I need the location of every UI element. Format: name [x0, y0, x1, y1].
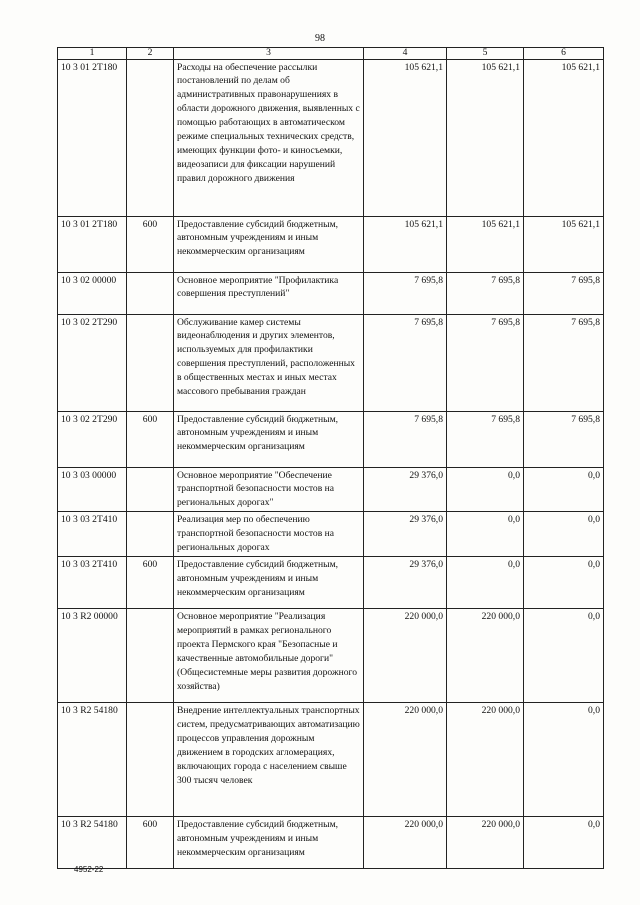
table-row: [58, 314, 604, 411]
cell-expense-type: [127, 314, 174, 411]
table-row: [58, 59, 604, 216]
cell-amount-col4: 220 000,0: [364, 608, 447, 702]
cell-amount-col5: 220 000,0: [447, 816, 524, 868]
budget-table: [57, 47, 604, 869]
cell-amount-col6: 0,0: [524, 467, 604, 512]
header-col-3: 3: [174, 48, 364, 60]
cell-amount-col5: 0,0: [447, 512, 524, 557]
cell-amount-col5: 7 695,8: [447, 314, 524, 411]
cell-amount-col5: 105 621,1: [447, 216, 524, 272]
cell-amount-col5: 220 000,0: [447, 608, 524, 702]
table-header-row: [58, 48, 604, 60]
cell-amount-col4: 29 376,0: [364, 467, 447, 512]
cell-amount-col6: 105 621,1: [524, 216, 604, 272]
cell-name: Основное мероприятие "Реализация мероприятий в рамках регионального проекта Пермского края "Безопасные и качественные автомобильные дороги" (Общесистемные меры развития дорожного хозяйства): [174, 608, 364, 702]
cell-amount-col4: 105 621,1: [364, 59, 447, 216]
cell-name: Предоставление субсидий бюджетным, автономным учреждениям и иным некоммерческим организациям: [174, 411, 364, 467]
cell-amount-col6: 0,0: [524, 702, 604, 816]
table-row: [58, 411, 604, 467]
header-col-5: 5: [447, 48, 524, 60]
cell-expense-type: [127, 608, 174, 702]
header-col-2: 2: [127, 48, 174, 60]
cell-name: Предоставление субсидий бюджетным, автономным учреждениям и иным некоммерческим организациям: [174, 816, 364, 868]
header-col-1: 1: [58, 48, 127, 60]
cell-code: 10 3 02 2Т290: [58, 314, 127, 411]
cell-name: Основное мероприятие "Профилактика совершения преступлений": [174, 272, 364, 314]
table-row: [58, 216, 604, 272]
table-row: [58, 816, 604, 868]
cell-amount-col6: 0,0: [524, 556, 604, 608]
cell-amount-col4: 7 695,8: [364, 411, 447, 467]
cell-expense-type: [127, 512, 174, 557]
table-row: [58, 556, 604, 608]
table-row: [58, 608, 604, 702]
page-number: 98: [315, 33, 325, 44]
document-footer-code: 4952-22: [74, 865, 104, 874]
cell-code: 10 3 02 00000: [58, 272, 127, 314]
cell-name: Внедрение интеллектуальных транспортных систем, предусматривающих автоматизацию процессов управления дорожным движением в городских агломерациях, включающих города с населением свыше 300 тысяч человек: [174, 702, 364, 816]
cell-amount-col5: 0,0: [447, 556, 524, 608]
cell-code: 10 3 02 2Т290: [58, 411, 127, 467]
cell-name: Реализация мер по обеспечению транспортной безопасности мостов на региональных дорогах: [174, 512, 364, 557]
header-col-4: 4: [364, 48, 447, 60]
cell-expense-type: [127, 59, 174, 216]
cell-amount-col5: 0,0: [447, 467, 524, 512]
cell-expense-type: [127, 272, 174, 314]
cell-code: 10 3 R2 54180: [58, 702, 127, 816]
cell-amount-col4: 7 695,8: [364, 314, 447, 411]
cell-amount-col4: 220 000,0: [364, 816, 447, 868]
cell-amount-col4: 29 376,0: [364, 512, 447, 557]
cell-amount-col6: 7 695,8: [524, 314, 604, 411]
cell-code: 10 3 03 2Т410: [58, 556, 127, 608]
cell-amount-col6: 0,0: [524, 816, 604, 868]
cell-name: Предоставление субсидий бюджетным, автономным учреждениям и иным некоммерческим организациям: [174, 556, 364, 608]
cell-expense-type: [127, 702, 174, 816]
cell-code: 10 3 03 2Т410: [58, 512, 127, 557]
cell-code: 10 3 01 2Т180: [58, 216, 127, 272]
cell-name: Основное мероприятие "Обеспечение транспортной безопасности мостов на региональных дорогах": [174, 467, 364, 512]
cell-amount-col5: 105 621,1: [447, 59, 524, 216]
cell-amount-col4: 105 621,1: [364, 216, 447, 272]
cell-expense-type: 600: [127, 216, 174, 272]
cell-amount-col6: 0,0: [524, 512, 604, 557]
cell-amount-col4: 29 376,0: [364, 556, 447, 608]
cell-amount-col5: 7 695,8: [447, 272, 524, 314]
table-row: [58, 702, 604, 816]
cell-name: Обслуживание камер системы видеонаблюдения и других элементов, используемых для профилактики совершения преступлений, расположенных в общественных местах и иных местах массового пребывания граждан: [174, 314, 364, 411]
cell-amount-col6: 105 621,1: [524, 59, 604, 216]
cell-amount-col5: 220 000,0: [447, 702, 524, 816]
cell-code: 10 3 01 2Т180: [58, 59, 127, 216]
table-row: [58, 512, 604, 557]
cell-amount-col4: 220 000,0: [364, 702, 447, 816]
cell-code: 10 3 R2 00000: [58, 608, 127, 702]
table-row: [58, 272, 604, 314]
cell-expense-type: [127, 467, 174, 512]
cell-amount-col4: 7 695,8: [364, 272, 447, 314]
cell-amount-col6: 0,0: [524, 608, 604, 702]
cell-expense-type: 600: [127, 411, 174, 467]
cell-amount-col6: 7 695,8: [524, 411, 604, 467]
cell-name: Предоставление субсидий бюджетным, автономным учреждениям и иным некоммерческим организациям: [174, 216, 364, 272]
cell-expense-type: 600: [127, 816, 174, 868]
cell-amount-col6: 7 695,8: [524, 272, 604, 314]
cell-name: Расходы на обеспечение рассылки постановлений по делам об административных правонарушениях в области дорожного движения, выявленных с помощью работающих в автоматическом режиме специальных технических средств, имеющих функции фото- и киносъемки, видеозаписи для фиксации нарушений правил дорожного движения: [174, 59, 364, 216]
cell-code: 10 3 R2 54180: [58, 816, 127, 868]
header-col-6: 6: [524, 48, 604, 60]
table-row: [58, 467, 604, 512]
cell-amount-col5: 7 695,8: [447, 411, 524, 467]
cell-code: 10 3 03 00000: [58, 467, 127, 512]
cell-expense-type: 600: [127, 556, 174, 608]
